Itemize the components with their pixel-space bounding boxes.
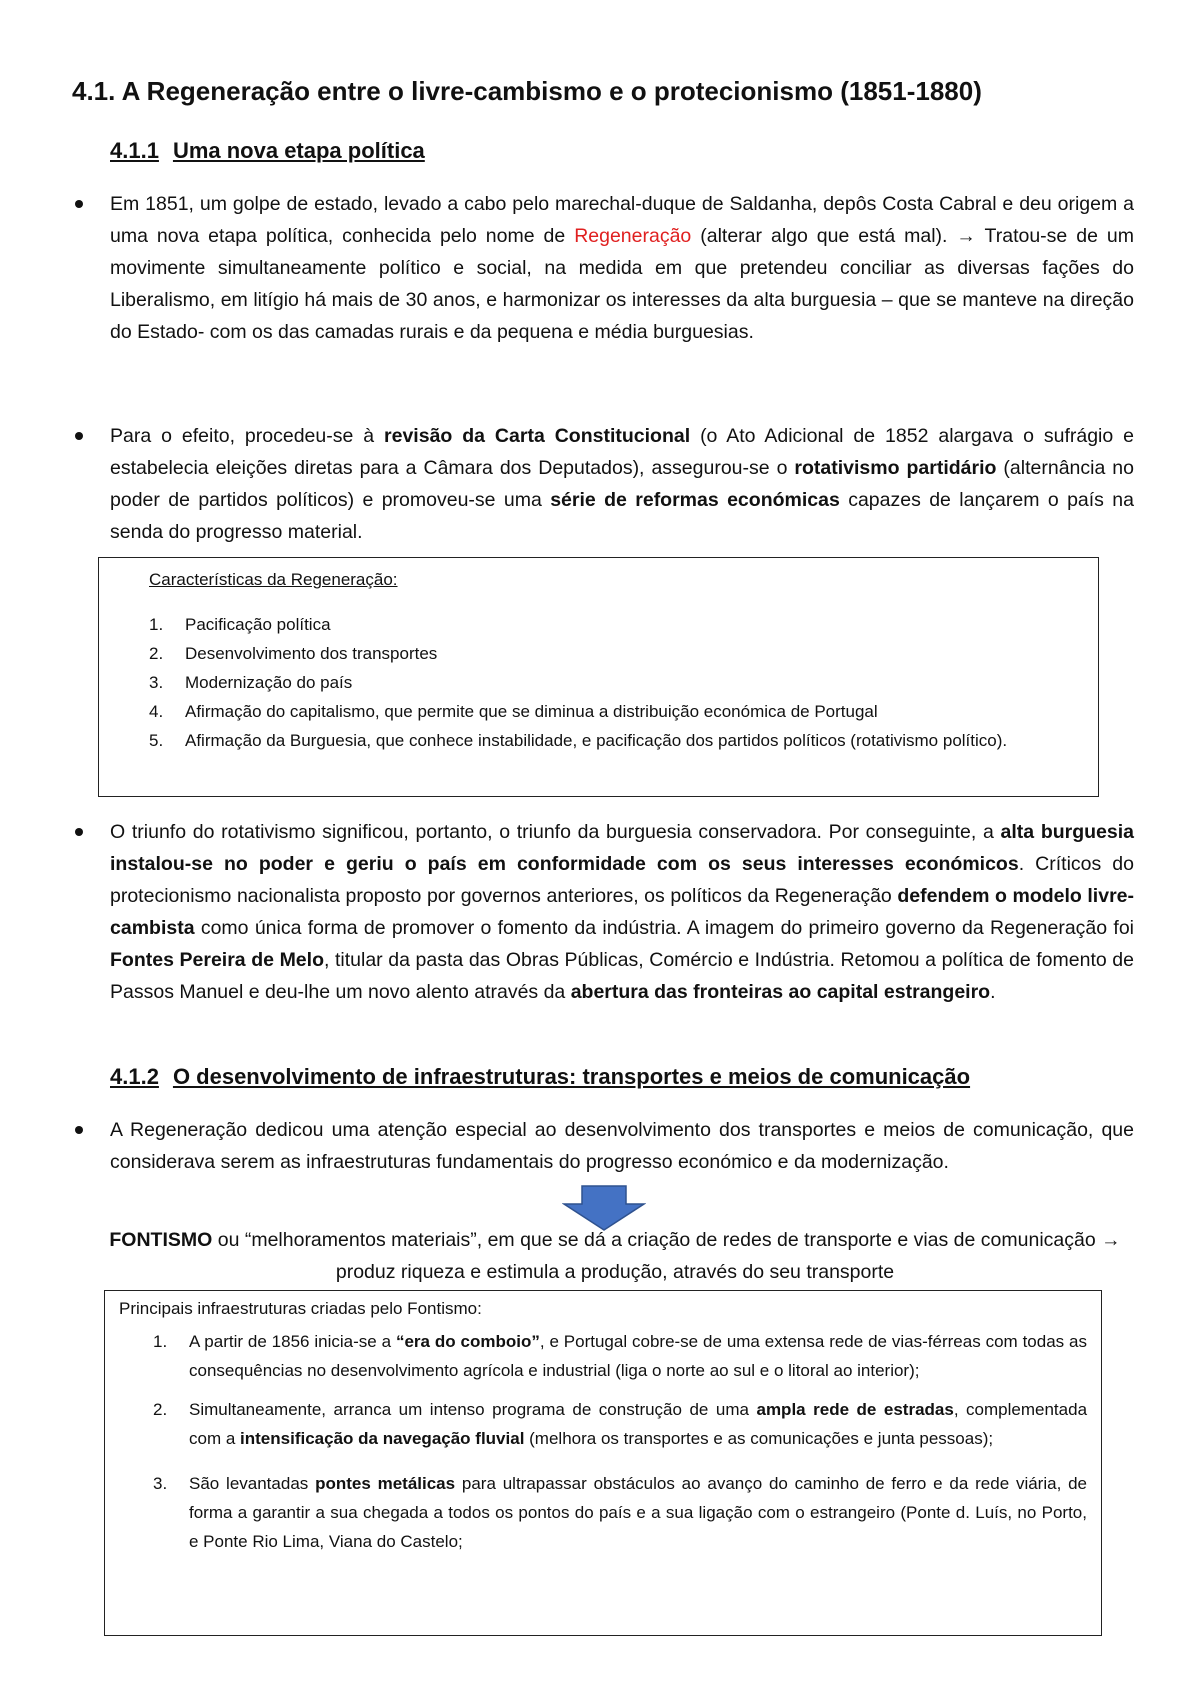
text-run: O triunfo do rotativismo significou, portanto, o triunfo da burguesia conservadora. Por conseguinte, a	[110, 821, 1001, 843]
list-text: Modernização do país	[185, 673, 353, 692]
bold-text: defendem o modelo livre-cambista	[110, 885, 1134, 939]
list-number: 1.	[149, 615, 164, 634]
bold-text: pontes metálicas	[315, 1474, 456, 1493]
section-heading-4-1-1	[110, 138, 1130, 164]
text-run: para ultrapassar obstáculos ao avanço do caminho de ferro e da rede viária, de forma a garantir a sua chegada a todos os pontos do país e a sua ligação com o estrangeiro (Ponte d. Luís, no Porto, e Ponte Rio Lima, Viana do Castelo;	[189, 1474, 1088, 1551]
text-run: (melhora os transportes e as comunicações e junta pessoas);	[524, 1429, 994, 1448]
list-item	[149, 610, 1079, 639]
text-run: Para o efeito, procedeu-se à	[110, 425, 385, 447]
box-title: Características da Regeneração:	[149, 570, 398, 589]
text-run: (alternância no poder de partidos políticos) e promoveu-se uma	[110, 457, 1134, 511]
characteristics-box	[98, 557, 1099, 797]
section-title: Uma nova etapa política	[172, 138, 425, 163]
bold-text: ampla rede de estradas	[756, 1400, 954, 1419]
bold-text: série de reformas económicas	[550, 489, 840, 511]
list-item	[153, 1327, 1087, 1385]
text-run: , complementada com a	[189, 1400, 1088, 1448]
list-text: Afirmação do capitalismo, que permite que se diminua a distribuição económica de Portugal	[185, 702, 878, 721]
bold-text: intensificação da navegação fluvial	[240, 1429, 525, 1448]
bullet-paragraph-4	[72, 1114, 1134, 1178]
text-run: como única forma de promover o fomento da indústria. A imagem do primeiro governo da Regeneração foi	[194, 917, 1134, 939]
characteristics-list	[149, 610, 1079, 755]
list-number: 5.	[149, 731, 164, 750]
paragraph-text	[110, 420, 1134, 548]
bullet-dot-icon	[75, 828, 83, 836]
text-run: . Críticos do protecionismo nacionalista proposto por governos anteriores, os políticos da Regeneração	[110, 853, 1134, 907]
list-text: Desenvolvimento dos transportes	[185, 644, 438, 663]
list-number: 1.	[153, 1332, 168, 1351]
list-item	[153, 1395, 1087, 1453]
list-item	[149, 697, 1079, 726]
infrastructures-list	[153, 1327, 1087, 1556]
text-run: (alterar algo que está mal). → Tratou-se de um movimente simultaneamente político e social, na medida em que pretendeu conciliar as diversas fações do Liberalismo, em litígio há mais de 30 anos, e harmonizar os interesses da alta burguesia – que se manteve na direção do Estado- com os das camadas rurais e da pequena e média burguesias.	[110, 225, 1134, 343]
list-item	[149, 639, 1079, 668]
list-number: 2.	[153, 1400, 168, 1419]
text-run: São levantadas	[189, 1474, 316, 1493]
text-run: A partir de 1856 inicia-se a	[189, 1332, 396, 1351]
bullet-paragraph-2	[72, 420, 1134, 548]
paragraph-text	[110, 816, 1134, 1008]
box-title: Principais infraestruturas criadas pelo Fontismo:	[119, 1299, 482, 1318]
text-run: Em 1851, um golpe de estado, levado a cabo pelo marechal-duque de Saldanha, depôs Costa Cabral e deu origem a uma nova etapa política, conhecida pelo nome de	[110, 193, 1134, 247]
list-item	[149, 726, 1079, 755]
text-run: , titular da pasta das Obras Públicas, Comércio e Indústria. Retomou a política de fomento de Passos Manuel e deu-lhe um novo alento através da	[110, 949, 1134, 1003]
text-run: ou “melhoramentos materiais”, em que se dá a criação de redes de transporte e vias de comunicação → produz riqueza e estimula a produção, através do seu transporte	[212, 1229, 1121, 1283]
list-number: 3.	[153, 1474, 168, 1493]
list-number: 4.	[149, 702, 164, 721]
page-title: 4.1. A Regeneração entre o livre-cambismo e o protecionismo (1851-1880)	[72, 76, 982, 106]
section-title: O desenvolvimento de infraestruturas: transportes e meios de comunicação	[172, 1064, 971, 1089]
highlight-regeneracao: Regeneração	[574, 225, 692, 247]
fontismo-statement	[100, 1224, 1130, 1288]
text-run: capazes de lançarem o país na senda do progresso material.	[110, 489, 1134, 543]
bold-text: “era do comboio”	[395, 1332, 540, 1351]
list-number: 3.	[149, 673, 164, 692]
text-run: (o Ato Adicional de 1852 alargava o sufrágio e estabelecia eleições diretas para a Câmara dos Deputados), assegurou-se o	[110, 425, 1134, 479]
bold-text: Fontes Pereira de Melo	[110, 949, 324, 971]
bold-text: abertura das fronteiras ao capital estrangeiro	[570, 981, 991, 1003]
bullet-dot-icon	[75, 200, 83, 208]
section-number: 4.1.1	[110, 138, 159, 163]
bold-text: FONTISMO	[109, 1229, 213, 1251]
section-heading-4-1-2	[110, 1064, 1130, 1090]
text-run: Simultaneamente, arranca um intenso programa de construção de uma	[189, 1400, 757, 1419]
bullet-dot-icon	[75, 432, 83, 440]
section-number: 4.1.2	[110, 1064, 159, 1089]
bullet-dot-icon	[75, 1126, 83, 1134]
paragraph-text	[110, 188, 1134, 348]
infrastructures-box	[104, 1290, 1102, 1636]
bold-text: rotativismo partidário	[794, 457, 997, 479]
text-run: , e Portugal cobre-se de uma extensa rede de vias-férreas com todas as consequências no desenvolvimento agrícola e industrial (liga o norte ao sul e o litoral ao interior);	[189, 1332, 1087, 1380]
bold-text: alta burguesia instalou-se no poder e geriu o país em conformidade com os seus interesses económicos	[110, 821, 1135, 875]
list-text: Afirmação da Burguesia, que conhece instabilidade, e pacificação dos partidos políticos (rotativismo político).	[185, 731, 1008, 750]
bullet-paragraph-1	[72, 188, 1134, 348]
list-item	[153, 1469, 1087, 1556]
bullet-paragraph-3	[72, 816, 1134, 1008]
list-item	[149, 668, 1079, 697]
text-run: .	[990, 981, 996, 1003]
list-text: Pacificação política	[185, 615, 331, 634]
bold-text: revisão da Carta Constitucional	[384, 425, 691, 447]
list-number: 2.	[149, 644, 164, 663]
paragraph-text: A Regeneração dedicou uma atenção especial ao desenvolvimento dos transportes e meios de comunicação, que considerava serem as infraestruturas fundamentais do progresso económico e da modernização.	[110, 1119, 1134, 1173]
